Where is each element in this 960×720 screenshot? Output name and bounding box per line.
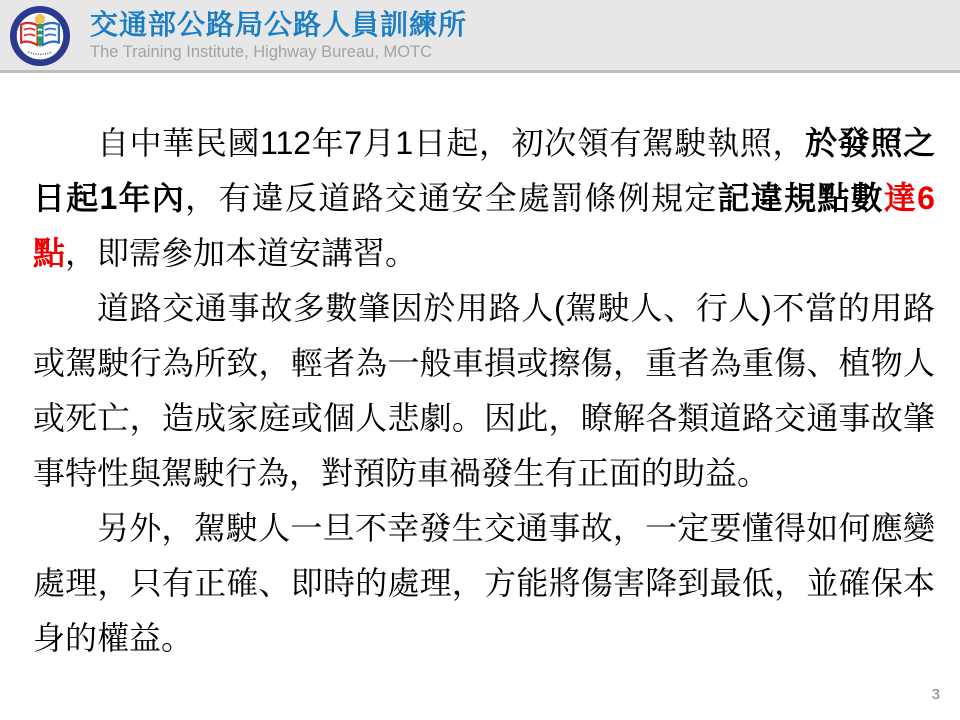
- page-number: 3: [931, 686, 940, 703]
- paragraph-accident-causes: [33, 281, 935, 501]
- text-segment: 記違規點數: [717, 180, 884, 216]
- slide-body: [33, 116, 935, 666]
- paragraph-accident-handling: [33, 501, 935, 666]
- org-title: 交通部公路局公路人員訓練所: [90, 8, 468, 40]
- institute-emblem-icon: [9, 5, 71, 67]
- text-segment: ，有違反道路交通安全處罰條例規定: [185, 180, 718, 216]
- paragraph-license-rule: [33, 116, 935, 281]
- text-segment: 於發照之日起1年內: [33, 125, 935, 216]
- header-bar: [0, 0, 960, 73]
- text-segment: ，即需參加本道安講習。: [65, 235, 418, 271]
- org-subtitle: The Training Institute, Highway Bureau, MOTC: [90, 42, 433, 61]
- text-segment: 達6點: [33, 180, 935, 271]
- text-segment: 道路交通事故多數肇因於用路人(駕駛人、行人)不當的用路或駕駛行為所致，輕者為一般車損或擦傷，重者為重傷、植物人或死亡，造成家庭或個人悲劇。因此，瞭解各類道路交通事故肇事特性與駕駛行為，對預防車禍發生有正面的助益。: [33, 290, 935, 491]
- header-text-block: [90, 9, 467, 62]
- text-segment: 自中華民國112年7月1日起，初次領有駕駛執照，: [97, 125, 806, 161]
- text-segment: 另外，駕駛人一旦不幸發生交通事故，一定要懂得如何應變處理，只有正確、即時的處理，方能將傷害降到最低，並確保本身的權益。: [33, 510, 935, 656]
